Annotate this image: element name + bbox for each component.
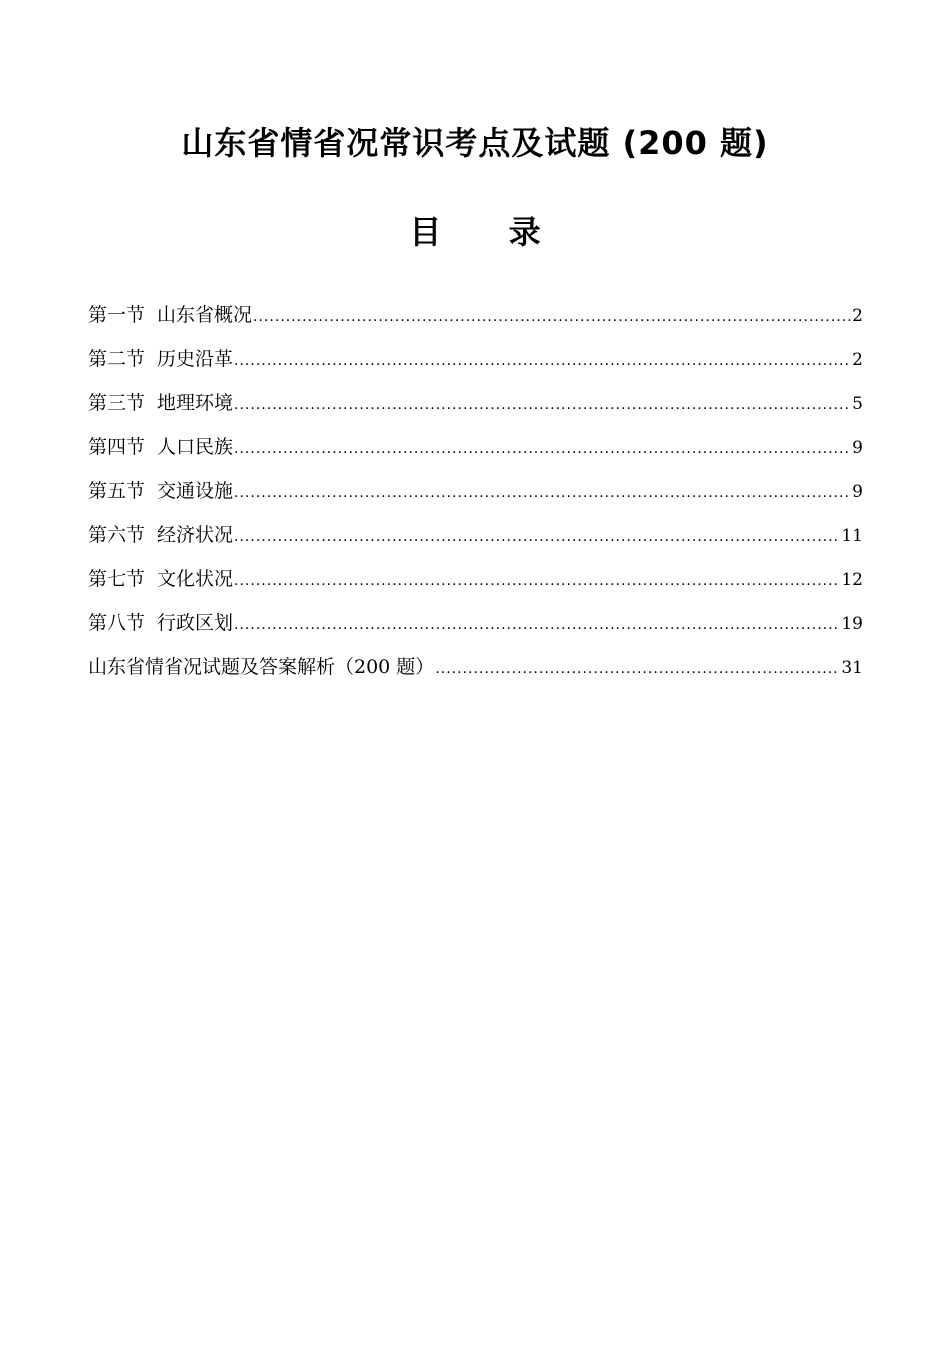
toc-page-number: 31 [841, 658, 863, 678]
toc-dot-leader [234, 529, 840, 545]
toc-section-number: 第三节 [88, 392, 146, 414]
toc-dot-leader [234, 485, 851, 501]
toc-section-number: 第二节 [88, 348, 146, 370]
toc-entry-label [88, 520, 233, 547]
toc-dot-leader [234, 353, 851, 369]
toc-entry-section-6[interactable] [88, 520, 863, 564]
toc-dot-leader [234, 397, 851, 413]
toc-section-title: 行政区划 [157, 612, 234, 634]
toc-section-number: 第一节 [88, 304, 146, 326]
toc-entry-section-1[interactable] [88, 300, 863, 344]
toc-entry-label [88, 652, 434, 679]
toc-page-number: 2 [852, 350, 863, 370]
toc-entry-label [88, 476, 233, 503]
toc-section-number: 第七节 [88, 568, 146, 590]
toc-entry-label [88, 564, 233, 591]
toc-section-title: 山东省情省况试题及答案解析（200 题） [88, 656, 435, 678]
toc-entry-section-2[interactable] [88, 344, 863, 388]
toc-page-number: 9 [852, 482, 863, 502]
toc-entry-section-3[interactable] [88, 388, 863, 432]
table-of-contents [88, 300, 863, 696]
toc-page-number: 5 [852, 394, 863, 414]
toc-entry-label [88, 344, 233, 371]
toc-entry-label [88, 608, 233, 635]
toc-page-number: 19 [841, 614, 863, 634]
toc-section-title: 山东省概况 [157, 304, 253, 326]
toc-section-number: 第五节 [88, 480, 146, 502]
toc-page-number: 11 [841, 526, 863, 546]
toc-section-number: 第八节 [88, 612, 146, 634]
toc-entry-section-4[interactable] [88, 432, 863, 476]
toc-page-number: 9 [852, 438, 863, 458]
toc-entry-section-7[interactable] [88, 564, 863, 608]
toc-dot-leader [234, 573, 840, 589]
toc-entry-label [88, 388, 233, 415]
toc-page-number: 2 [852, 306, 863, 326]
toc-dot-leader [253, 309, 851, 325]
toc-section-number: 第六节 [88, 524, 146, 546]
toc-section-title: 交通设施 [157, 480, 234, 502]
toc-section-title: 经济状况 [157, 524, 234, 546]
toc-section-title: 历史沿革 [157, 348, 234, 370]
toc-entry-quiz-answers[interactable] [88, 652, 863, 696]
toc-entry-section-5[interactable] [88, 476, 863, 520]
toc-entry-section-8[interactable] [88, 608, 863, 652]
toc-entry-label [88, 432, 233, 459]
toc-section-title: 地理环境 [157, 392, 234, 414]
toc-page-number: 12 [841, 570, 863, 590]
toc-section-title: 文化状况 [157, 568, 234, 590]
toc-section-title: 人口民族 [157, 436, 234, 458]
toc-heading: 目 录 [409, 213, 569, 251]
document-title: 山东省情省况常识考点及试题 (200 题) [181, 124, 769, 162]
toc-section-number: 第四节 [88, 436, 146, 458]
toc-entry-label [88, 300, 252, 327]
toc-dot-leader [234, 617, 840, 633]
toc-dot-leader [435, 661, 840, 677]
toc-dot-leader [234, 441, 851, 457]
